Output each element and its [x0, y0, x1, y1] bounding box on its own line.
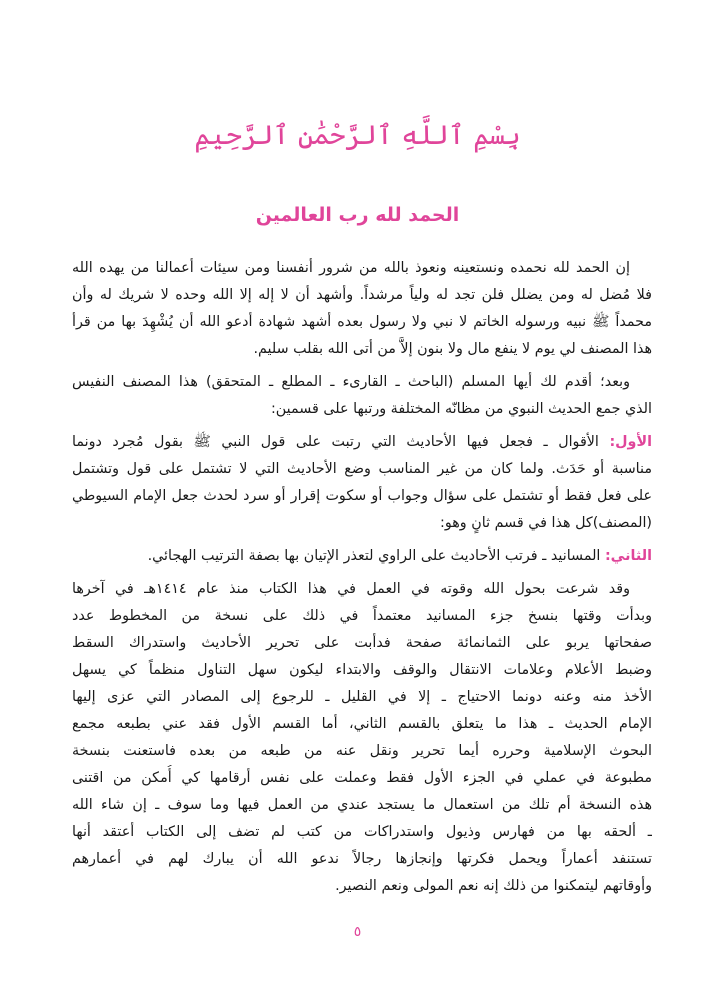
text-line: هذه النسخة أم تلك من استعمال ما يستجد عندي من العمل فيها وما سوف ـ إن شاء الله [72, 797, 652, 813]
section-label-first: الأول: [609, 434, 652, 450]
text-segment: المسانيد ـ فرتب الأحاديث على الراوي لتعذر الإتيان بها بصفة الترتيب الهجائي. [147, 548, 601, 564]
text-line: البحوث الإسلامية وحرره أيما تحرير ونقل عنه من طبعه من بعده فاستعنت بنسخة [72, 743, 652, 759]
paragraph-second-section [72, 543, 652, 570]
paragraph-preface [72, 369, 652, 423]
text-line: صفحاتها يربو على الثمانمائة صفحة فدأبت على تحرير الأحاديث واستدراك السقط [72, 635, 652, 651]
text-line: تستنفد أعماراً ويحمل فكرتها وإنجازها رجالاً ندعو الله أن يبارك لهم في أعمارهم [72, 851, 652, 867]
text-line: إن الحمد لله نحمده ونستعينه ونعوذ بالله من شرور أنفسنا ومن سيئات أعمالنا من يهده الله [72, 260, 630, 276]
page-number: ٥ [353, 924, 362, 940]
text-line: على فعل فقط أو تشتمل على سؤال وجواب أو سكوت إقرار أو سرد لحدث جعل الإمام السيوطي [72, 488, 652, 504]
paragraph-work-history [72, 576, 652, 900]
text-line: (المصنف)كل هذا في قسم ثانٍ وهو: [440, 515, 652, 531]
text-line: فلا مُضل له ومن يضلل فلن تجد له ولياً مرشداً. وأشهد أن لا إله إلا الله وحده لا شريك له وأن [72, 287, 652, 303]
paragraph-first-section [72, 429, 652, 537]
page-heading: الحمد لله رب العالمين [255, 204, 460, 226]
text-line: مناسبة أو حَدَث. ولما كان من غير المناسب وضع الأحاديث التي لا تشتمل على قول وتشتمل [72, 461, 652, 477]
text-line: وأوقاتهم ليتمكنوا من ذلك إنه نعم المولى ونعم النصير. [335, 878, 652, 894]
text-segment: الأقوال ـ فجعل فيها الأحاديث التي رتبت على قول النبي ﷺ بقول مُجرد دونما [72, 434, 599, 450]
text-line: محمداً ﷺ نبيه ورسوله الخاتم لا نبي ولا رسول بعده أشهد شهادة أدعو الله أن يُشْهِدَ بها من قرأ [72, 314, 652, 330]
text-line: وبدأت وقتها بنسخ جزء المسانيد معتمداً في ذلك على نسخة من المخطوط عدد [72, 608, 652, 624]
text-line: وقد شرعت بحول الله وقوته في العمل في هذا الكتاب منذ عام ١٤١٤هـ في آخرها [72, 581, 630, 597]
text-line: ـ ألحقه بها من فهارس وذيول واستدراكات من كتب لم تضف إلى الكتاب أعتقد أنها [72, 824, 652, 840]
text-line: وضبط الأعلام وعلامات الانتقال والوقف والابتداء ليكون سهل التناول منظماً كي يسهل [72, 662, 652, 678]
text-line: وبعد؛ أقدم لك أيها المسلم (الباحث ـ القارىء ـ المطلع ـ المتحقق) هذا المصنف النفيس [72, 374, 630, 390]
basmala-calligraphy: بِسْمِ ٱللَّهِ ٱلرَّحْمَٰنِ ٱلرَّحِيمِ [194, 120, 521, 151]
text-line: الإمام الحديث ـ هذا ما يتعلق بالقسم الثاني، أما القسم الأول فقد عني بطبعه مجمع [72, 716, 652, 732]
text-line [72, 543, 652, 570]
text-line: الذي جمع الحديث النبوي من مظانّه المختلفة ورتبها على قسمين: [270, 401, 652, 417]
text-line [72, 429, 652, 456]
section-label-second: الثاني: [604, 548, 652, 564]
body-text [72, 255, 652, 900]
text-line: هذا المصنف لي يوم لا ينفع مال ولا بنون إلاَّ من أتى الله بقلب سليم. [253, 341, 652, 357]
paragraph-intro [72, 255, 652, 363]
text-line: مطبوعة في عملي في الجزء الأول فقط وعملت على نفس أرقامها كي أُمكن من اقتنى [72, 770, 652, 786]
text-line: الأخذ منه وعنه دونما الاحتياج ـ إلا في القليل ـ للرجوع إلى المصادر التي عزى إليها [72, 689, 652, 705]
